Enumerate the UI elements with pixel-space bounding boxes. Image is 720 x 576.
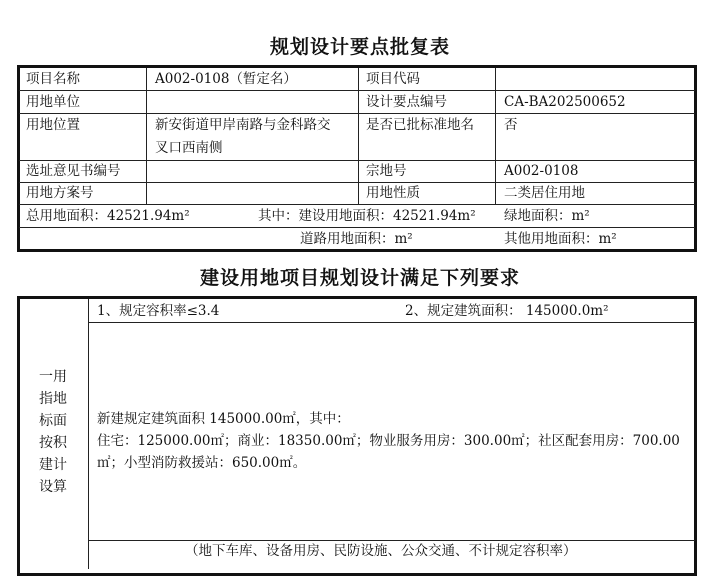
land-unit-label: 用地单位 [26,94,80,110]
side-label-char: 设算 [39,479,67,495]
design-no-value: CA-BA202500652 [504,94,626,110]
far-requirement: 1、规定容积率≤3.4 [97,303,220,319]
build-area: 其中：建设用地面积：42521.94m² [258,208,476,224]
col-divider [358,68,359,204]
parcel-no-label: 宗地号 [366,163,407,179]
row-divider [89,322,695,323]
total-area: 总用地面积：42521.94m² [26,208,190,224]
project-name-label: 项目名称 [26,71,80,87]
site-opinion-label: 选址意见书编号 [26,163,121,179]
green-area: 绿地面积：m² [504,208,590,224]
row-divider [19,90,695,91]
row-divider [19,113,695,114]
side-label-char: 一用 [39,369,67,385]
side-label-char: 按积 [39,435,67,451]
land-location-label: 用地位置 [26,117,80,133]
project-name-value: A002-0108（暂定名） [155,71,297,87]
project-code-label: 项目代码 [366,71,420,87]
detail-line-2: 住宅：125000.00㎡；商业：18350.00㎡；物业服务用房：300.00㎡；社区配套用房：700.00 [97,433,680,449]
land-location-value-line2: 叉口西南侧 [155,140,223,156]
road-area: 道路用地面积：m² [300,231,413,247]
row-divider [19,182,695,183]
side-label-char: 标面 [39,413,67,429]
detail-line-1: 新建规定建筑面积 145000.00㎡，其中： [97,411,350,427]
section-subtitle: 建设用地项目规划设计满足下列要求 [199,267,520,289]
land-location-value-line1: 新安街道甲岸南路与金科路交 [155,117,331,133]
parcel-no-value: A002-0108 [504,163,579,179]
land-nature-label: 用地性质 [366,185,420,201]
col-divider [495,68,496,204]
side-label-char: 指地 [39,391,67,407]
page-title: 规划设计要点批复表 [269,36,450,58]
row-divider [19,227,695,228]
design-no-label: 设计要点编号 [366,94,447,110]
detail-line-3: ㎡；小型消防救援站：650.00㎡。 [97,455,307,471]
approved-name-value: 否 [504,117,518,133]
col-divider [146,68,147,204]
row-divider [19,204,695,205]
side-label-char: 建计 [39,457,67,473]
land-nature-value: 二类居住用地 [504,185,585,201]
footer-note: （地下车库、设备用房、民防设施、公众交通、不计规定容积率） [185,543,577,559]
col-divider [88,299,89,569]
land-plan-label: 用地方案号 [26,185,94,201]
other-area: 其他用地面积：m² [504,231,617,247]
gfa-requirement: 2、规定建筑面积： 145000.0m² [405,303,609,319]
approved-name-label: 是否已批标准地名 [366,117,474,133]
